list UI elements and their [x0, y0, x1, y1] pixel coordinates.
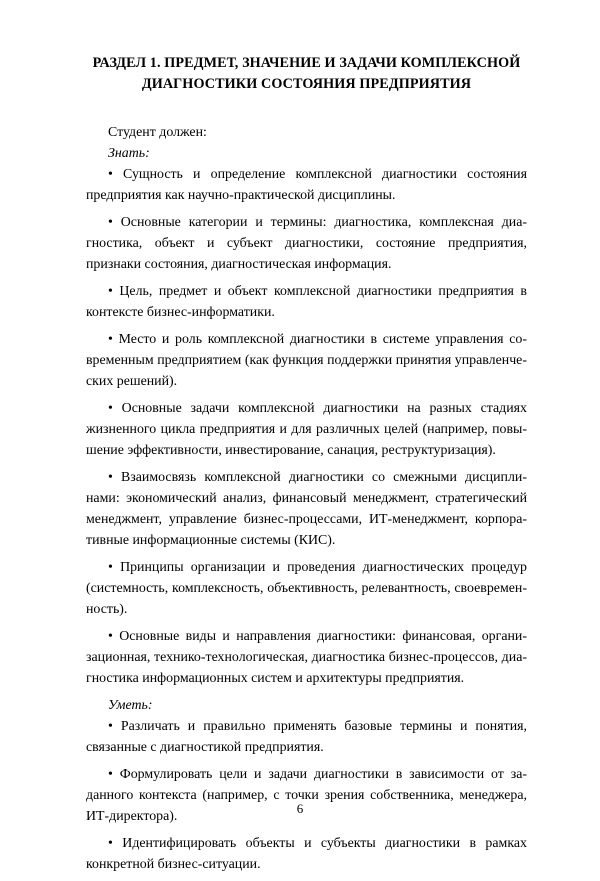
know-list-item-text: Основные виды и направления диагностики: финансовая, организационная, технико-технологическая, диагностика бизнес-процессов, диагностика информационных систем и архитектуры предприятия.	[86, 629, 527, 686]
bullet-icon: •	[108, 560, 121, 575]
page-number: 6	[296, 801, 304, 816]
know-list-item	[86, 164, 527, 206]
know-label: Знать:	[108, 146, 150, 161]
know-list-item	[86, 281, 527, 323]
section-title	[86, 53, 527, 95]
know-list-item	[86, 212, 527, 275]
know-list-item	[86, 329, 527, 392]
document-page	[86, 53, 527, 881]
bullet-icon: •	[108, 767, 120, 782]
know-list-item	[86, 467, 527, 551]
bullet-icon: •	[108, 470, 121, 485]
bullet-icon: •	[108, 836, 123, 851]
bullet-icon: •	[108, 284, 120, 299]
section-title-line-1: РАЗДЕЛ 1. ПРЕДМЕТ, ЗНАЧЕНИЕ И ЗАДАЧИ КОМПЛЕКСНОЙ	[92, 55, 521, 71]
can-list-item	[86, 716, 527, 758]
section-title-line-2: ДИАГНОСТИКИ СОСТОЯНИЯ ПРЕДПРИЯТИЯ	[141, 76, 472, 92]
can-list-item-text: Идентифицировать объекты и субъекты диагностики в рамках конкретной бизнес-ситуации.	[86, 836, 527, 872]
know-list-item-text: Сущность и определение комплексной диагностики состояния предприятия как научно-практической дисциплины.	[86, 167, 527, 203]
know-list-item-text: Основные задачи комплексной диагностики на разных стадиях жизненного цикла предприятия и для различных целей (например, повышение эффективности, инвестирование, санация, реструктуризация).	[86, 401, 527, 458]
know-list-item-text: Основные категории и термины: диагностика, комплексная диагностика, объект и субъект диагностики, состояние предприятия, признаки состояния, диагностическая информация.	[86, 215, 527, 272]
bullet-icon: •	[108, 719, 121, 734]
know-list-item	[86, 557, 527, 620]
can-list-item	[86, 833, 527, 875]
know-list-item	[86, 398, 527, 461]
bullet-icon: •	[108, 401, 122, 416]
bullet-icon: •	[108, 332, 119, 347]
can-label: Уметь:	[108, 698, 153, 713]
can-list-item-text: Формулировать цели и задачи диагностики в зависимости от заданного контекста (например, с точки зрения собственника, менеджера, ИТ-директора).	[86, 767, 527, 824]
know-list-item-text: Место и роль комплексной диагностики в системе управления современным предприятием (как функция поддержки принятия управленческих решений).	[86, 332, 527, 389]
can-list	[86, 716, 527, 875]
can-list-item-text: Различать и правильно применять базовые термины и понятия, связанные с диагностикой предприятия.	[86, 719, 527, 755]
section-body	[86, 122, 527, 875]
bullet-icon: •	[108, 167, 124, 182]
know-list-item-text: Принципы организации и проведения диагностических процедур (системность, комплексность, объективность, релевантность, своевременность).	[86, 560, 527, 617]
intro-text: Студент должен:	[108, 125, 207, 140]
can-list-item	[86, 764, 527, 827]
know-list-item	[86, 626, 527, 689]
know-list-item-text: Цель, предмет и объект комплексной диагностики предприятия в контексте бизнес-информатики.	[86, 284, 527, 320]
know-list	[86, 164, 527, 689]
bullet-icon: •	[108, 629, 120, 644]
bullet-icon: •	[108, 215, 121, 230]
know-list-item-text: Взаимосвязь комплексной диагностики со смежными дисциплинами: экономический анализ, финансовый менеджмент, стратегический менеджмент, управление бизнес-процессами, ИТ-менеджмент, корпоративные информационные системы (КИС).	[86, 470, 527, 548]
